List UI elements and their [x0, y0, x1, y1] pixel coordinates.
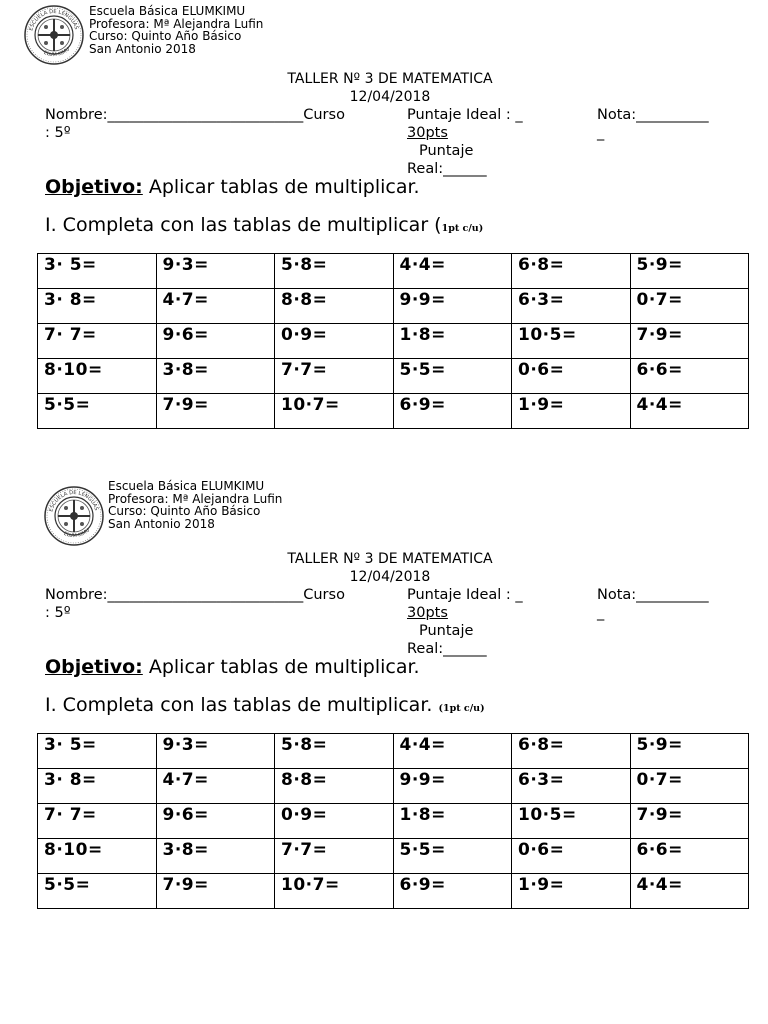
multiplication-cell[interactable]: 7·9= [156, 394, 275, 429]
school-seal-logo [23, 4, 85, 66]
multiplication-cell[interactable]: 5·8= [275, 734, 394, 769]
multiplication-cell[interactable]: 8·10= [38, 359, 157, 394]
multiplication-cell[interactable]: 7·7= [275, 359, 394, 394]
multiplication-cell[interactable]: 6·8= [512, 734, 631, 769]
school-info [108, 480, 282, 530]
grade-field-continuation: _ [597, 125, 605, 141]
instruction-text: I. Completa con las tablas de multiplicar ( [45, 214, 442, 236]
multiplication-cell[interactable]: 10·5= [512, 324, 631, 359]
worksheet-1 [0, 0, 768, 440]
multiplication-cell[interactable]: 4·4= [630, 394, 749, 429]
multiplication-cell[interactable]: 3· 8= [38, 289, 157, 324]
grade-field[interactable]: Nota:__________ [597, 587, 709, 603]
multiplication-cell[interactable]: 0·9= [275, 804, 394, 839]
multiplication-cell[interactable]: 7·9= [156, 874, 275, 909]
multiplication-cell[interactable]: 7· 7= [38, 324, 157, 359]
multiplication-cell[interactable]: 3· 5= [38, 254, 157, 289]
multiplication-cell[interactable]: 9·9= [393, 289, 512, 324]
school-name: Escuela Básica ELUMKIMU [108, 479, 265, 493]
teacher-name: Profesora: Mª Alejandra Lufin [108, 491, 283, 506]
grade-field[interactable]: Nota:__________ [597, 107, 709, 123]
instruction-points-note: 1pt c/u) [441, 223, 484, 234]
svg-text:ESCUELA DE LENGUAS: ESCUELA DE LENGUAS [48, 489, 100, 513]
worksheet-title: TALLER Nº 3 DE MATEMATICA [287, 71, 493, 87]
multiplication-cell[interactable]: 6·9= [393, 874, 512, 909]
multiplication-cell[interactable]: 10·7= [275, 874, 394, 909]
multiplication-cell[interactable]: 5·5= [38, 874, 157, 909]
multiplication-cell[interactable]: 0·9= [275, 324, 394, 359]
objective-text: Aplicar tablas de multiplicar. [142, 656, 420, 678]
instruction [45, 214, 483, 236]
real-score-field[interactable]: Real:______ [407, 641, 487, 657]
multiplication-cell[interactable]: 6·6= [630, 839, 749, 874]
multiplication-cell[interactable]: 4·4= [630, 874, 749, 909]
real-score-label: Puntaje [419, 143, 474, 159]
course-value: : 5º [45, 125, 71, 141]
multiplication-cell[interactable]: 3·8= [156, 359, 275, 394]
multiplication-cell[interactable]: 5·9= [630, 734, 749, 769]
real-score-field[interactable]: Real:______ [407, 161, 487, 177]
grade-field-continuation: _ [597, 605, 605, 621]
objective [45, 176, 420, 198]
multiplication-cell[interactable]: 3·8= [156, 839, 275, 874]
worksheet-title: TALLER Nº 3 DE MATEMATICA [287, 551, 493, 567]
multiplication-cell[interactable]: 4·4= [393, 254, 512, 289]
table-row [38, 874, 749, 909]
school-info [89, 5, 263, 55]
worksheet-2 [0, 480, 768, 920]
multiplication-table [37, 733, 749, 909]
table-row [38, 289, 749, 324]
multiplication-cell[interactable]: 6·3= [512, 769, 631, 804]
instruction-text: I. Completa con las tablas de multiplicar. [45, 694, 439, 716]
table-row [38, 324, 749, 359]
multiplication-cell[interactable]: 9·9= [393, 769, 512, 804]
multiplication-cell[interactable]: 7·9= [630, 324, 749, 359]
multiplication-cell[interactable]: 5·5= [393, 839, 512, 874]
objective-label: Objetivo: [45, 656, 143, 678]
table-row [38, 359, 749, 394]
multiplication-cell[interactable]: 5·5= [38, 394, 157, 429]
multiplication-cell[interactable]: 3· 8= [38, 769, 157, 804]
multiplication-cell[interactable]: 4·7= [156, 769, 275, 804]
multiplication-cell[interactable]: 8·8= [275, 769, 394, 804]
multiplication-table [37, 253, 749, 429]
table-row [38, 804, 749, 839]
multiplication-cell[interactable]: 1·8= [393, 804, 512, 839]
multiplication-cell[interactable]: 6·3= [512, 289, 631, 324]
name-course-field[interactable]: Nombre:___________________________Curso [45, 587, 345, 603]
multiplication-cell[interactable]: 0·6= [512, 359, 631, 394]
table-row [38, 839, 749, 874]
multiplication-cell[interactable]: 9·3= [156, 254, 275, 289]
course-name: Curso: Quinto Año Básico [89, 29, 242, 43]
course-value: : 5º [45, 605, 71, 621]
course-name: Curso: Quinto Año Básico [108, 504, 261, 518]
multiplication-cell[interactable]: 9·6= [156, 324, 275, 359]
ideal-score-value: 30pts [407, 125, 448, 141]
teacher-name: Profesora: Mª Alejandra Lufin [89, 16, 264, 31]
multiplication-cell[interactable]: 7·9= [630, 804, 749, 839]
multiplication-cell[interactable]: 1·9= [512, 394, 631, 429]
multiplication-cell[interactable]: 6·6= [630, 359, 749, 394]
multiplication-cell[interactable]: 5·9= [630, 254, 749, 289]
multiplication-cell[interactable]: 1·9= [512, 874, 631, 909]
multiplication-cell[interactable]: 4·7= [156, 289, 275, 324]
multiplication-cell[interactable]: 7·7= [275, 839, 394, 874]
multiplication-cell[interactable]: 4·4= [393, 734, 512, 769]
ideal-score-label: Puntaje Ideal : _ [407, 107, 523, 123]
school-seal-logo [43, 485, 105, 547]
multiplication-cell[interactable]: 6·8= [512, 254, 631, 289]
instruction [45, 694, 485, 716]
svg-text:ESCUELA DE LENGUAS: ESCUELA DE LENGUAS [28, 8, 80, 32]
objective-label: Objetivo: [45, 176, 143, 198]
ideal-score-label: Puntaje Ideal : _ [407, 587, 523, 603]
objective-text: Aplicar tablas de multiplicar. [142, 176, 420, 198]
svg-text:ELUM KIMU: ELUM KIMU [62, 527, 92, 540]
multiplication-cell[interactable]: 9·6= [156, 804, 275, 839]
multiplication-cell[interactable]: 0·6= [512, 839, 631, 874]
multiplication-cell[interactable]: 6·9= [393, 394, 512, 429]
multiplication-cell[interactable]: 10·5= [512, 804, 631, 839]
table-row [38, 734, 749, 769]
place-year: San Antonio 2018 [89, 41, 196, 56]
multiplication-cell[interactable]: 9·3= [156, 734, 275, 769]
multiplication-cell[interactable]: 10·7= [275, 394, 394, 429]
multiplication-cell[interactable]: 5·5= [393, 359, 512, 394]
multiplication-cell[interactable]: 8·10= [38, 839, 157, 874]
instruction-points-note: (1pt c/u) [438, 703, 485, 714]
multiplication-cell[interactable]: 1·8= [393, 324, 512, 359]
multiplication-cell[interactable]: 7· 7= [38, 804, 157, 839]
table-row [38, 769, 749, 804]
school-name: Escuela Básica ELUMKIMU [89, 4, 246, 18]
multiplication-cell[interactable]: 0·7= [630, 289, 749, 324]
place-year: San Antonio 2018 [108, 516, 215, 531]
real-score-label: Puntaje [419, 623, 474, 639]
worksheet-date: 12/04/2018 [349, 569, 431, 585]
objective [45, 656, 420, 678]
multiplication-cell[interactable]: 0·7= [630, 769, 749, 804]
svg-text:ELUM KIMU: ELUM KIMU [42, 46, 72, 59]
ideal-score-value: 30pts [407, 605, 448, 621]
table-row [38, 394, 749, 429]
multiplication-cell[interactable]: 5·8= [275, 254, 394, 289]
multiplication-cell[interactable]: 8·8= [275, 289, 394, 324]
name-course-field[interactable]: Nombre:___________________________Curso [45, 107, 345, 123]
table-row [38, 254, 749, 289]
worksheet-date: 12/04/2018 [349, 89, 431, 105]
multiplication-cell[interactable]: 3· 5= [38, 734, 157, 769]
